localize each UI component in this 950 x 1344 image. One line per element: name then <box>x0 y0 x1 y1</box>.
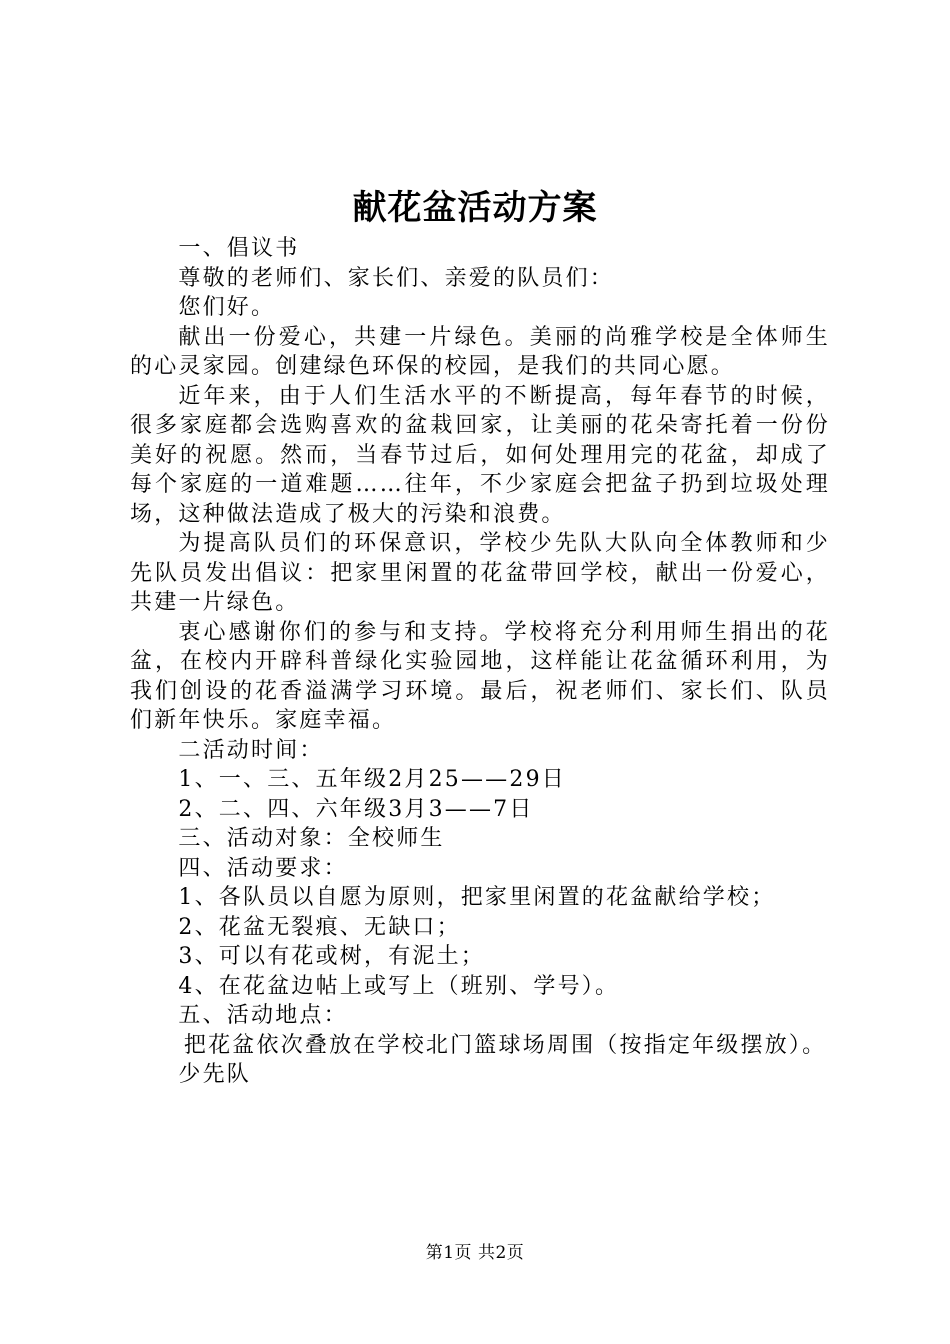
paragraph-background: 近年来，由于人们生活水平的不断提高，每年春节的时候，很多家庭都会选购喜欢的盆栽回家，让美丽的花朵寄托着一份份美好的祝愿。然而，当春节过后，如何处理用完的花盆，却成了每个家庭的一道难题……往年，不少家庭会把盆子扔到垃圾处理场，这种做法造成了极大的污染和浪费。 <box>130 383 830 527</box>
requirement-item-3: 3、可以有花或树，有泥土； <box>178 944 485 969</box>
paragraph-proposal: 为提高队员们的环保意识，学校少先队大队向全体教师和少先队员发出倡议：把家里闲置的花盆带回学校，献出一份爱心，共建一片绿色。 <box>130 531 830 615</box>
paragraph-thanks: 衷心感谢你们的参与和支持。学校将充分利用师生捐出的花盆，在校内开辟科普绿化实验园地，这样能让花盆循环利用，为我们创设的花香溢满学习环境。最后，祝老师们、家长们、队员们新年快乐。家庭幸福。 <box>130 619 830 733</box>
section-heading-requirements: 四、活动要求： <box>178 855 348 881</box>
section-heading-proposal: 一、倡议书 <box>178 236 300 261</box>
document-title: 献花盆活动方案 <box>352 188 598 228</box>
document-body <box>130 234 830 1090</box>
greeting: 您们好。 <box>178 295 276 320</box>
location-detail: 把花盆依次叠放在学校北门篮球场周围（按指定年级摆放）。 <box>183 1032 827 1058</box>
section-heading-time: 二活动时间： <box>178 737 324 763</box>
time-item-2: 2、二、四、六年级3月3——7日 <box>178 796 534 822</box>
page-footer: 第1页 共2页 <box>425 1243 525 1263</box>
section-heading-target: 三、活动对象：全校师生 <box>178 826 445 851</box>
paragraph-intro: 献出一份爱心，共建一片绿色。美丽的尚雅学校是全体师生的心灵家园。创建绿色环保的校园，是我们的共同心愿。 <box>130 324 830 379</box>
requirement-item-1: 1、各队员以自愿为原则，把家里闲置的花盆献给学校； <box>178 885 776 910</box>
time-item-1: 1、一、三、五年级2月25——29日 <box>178 767 566 792</box>
section-heading-location: 五、活动地点： <box>178 1003 348 1028</box>
salutation: 尊敬的老师们、家长们、亲爱的队员们： <box>178 265 614 291</box>
requirement-item-4: 4、在花盆边帖上或写上（班别、学号）。 <box>178 973 620 999</box>
requirement-item-2: 2、花盆无裂痕、无缺口； <box>178 914 461 940</box>
signature: 少先队 <box>178 1062 251 1087</box>
